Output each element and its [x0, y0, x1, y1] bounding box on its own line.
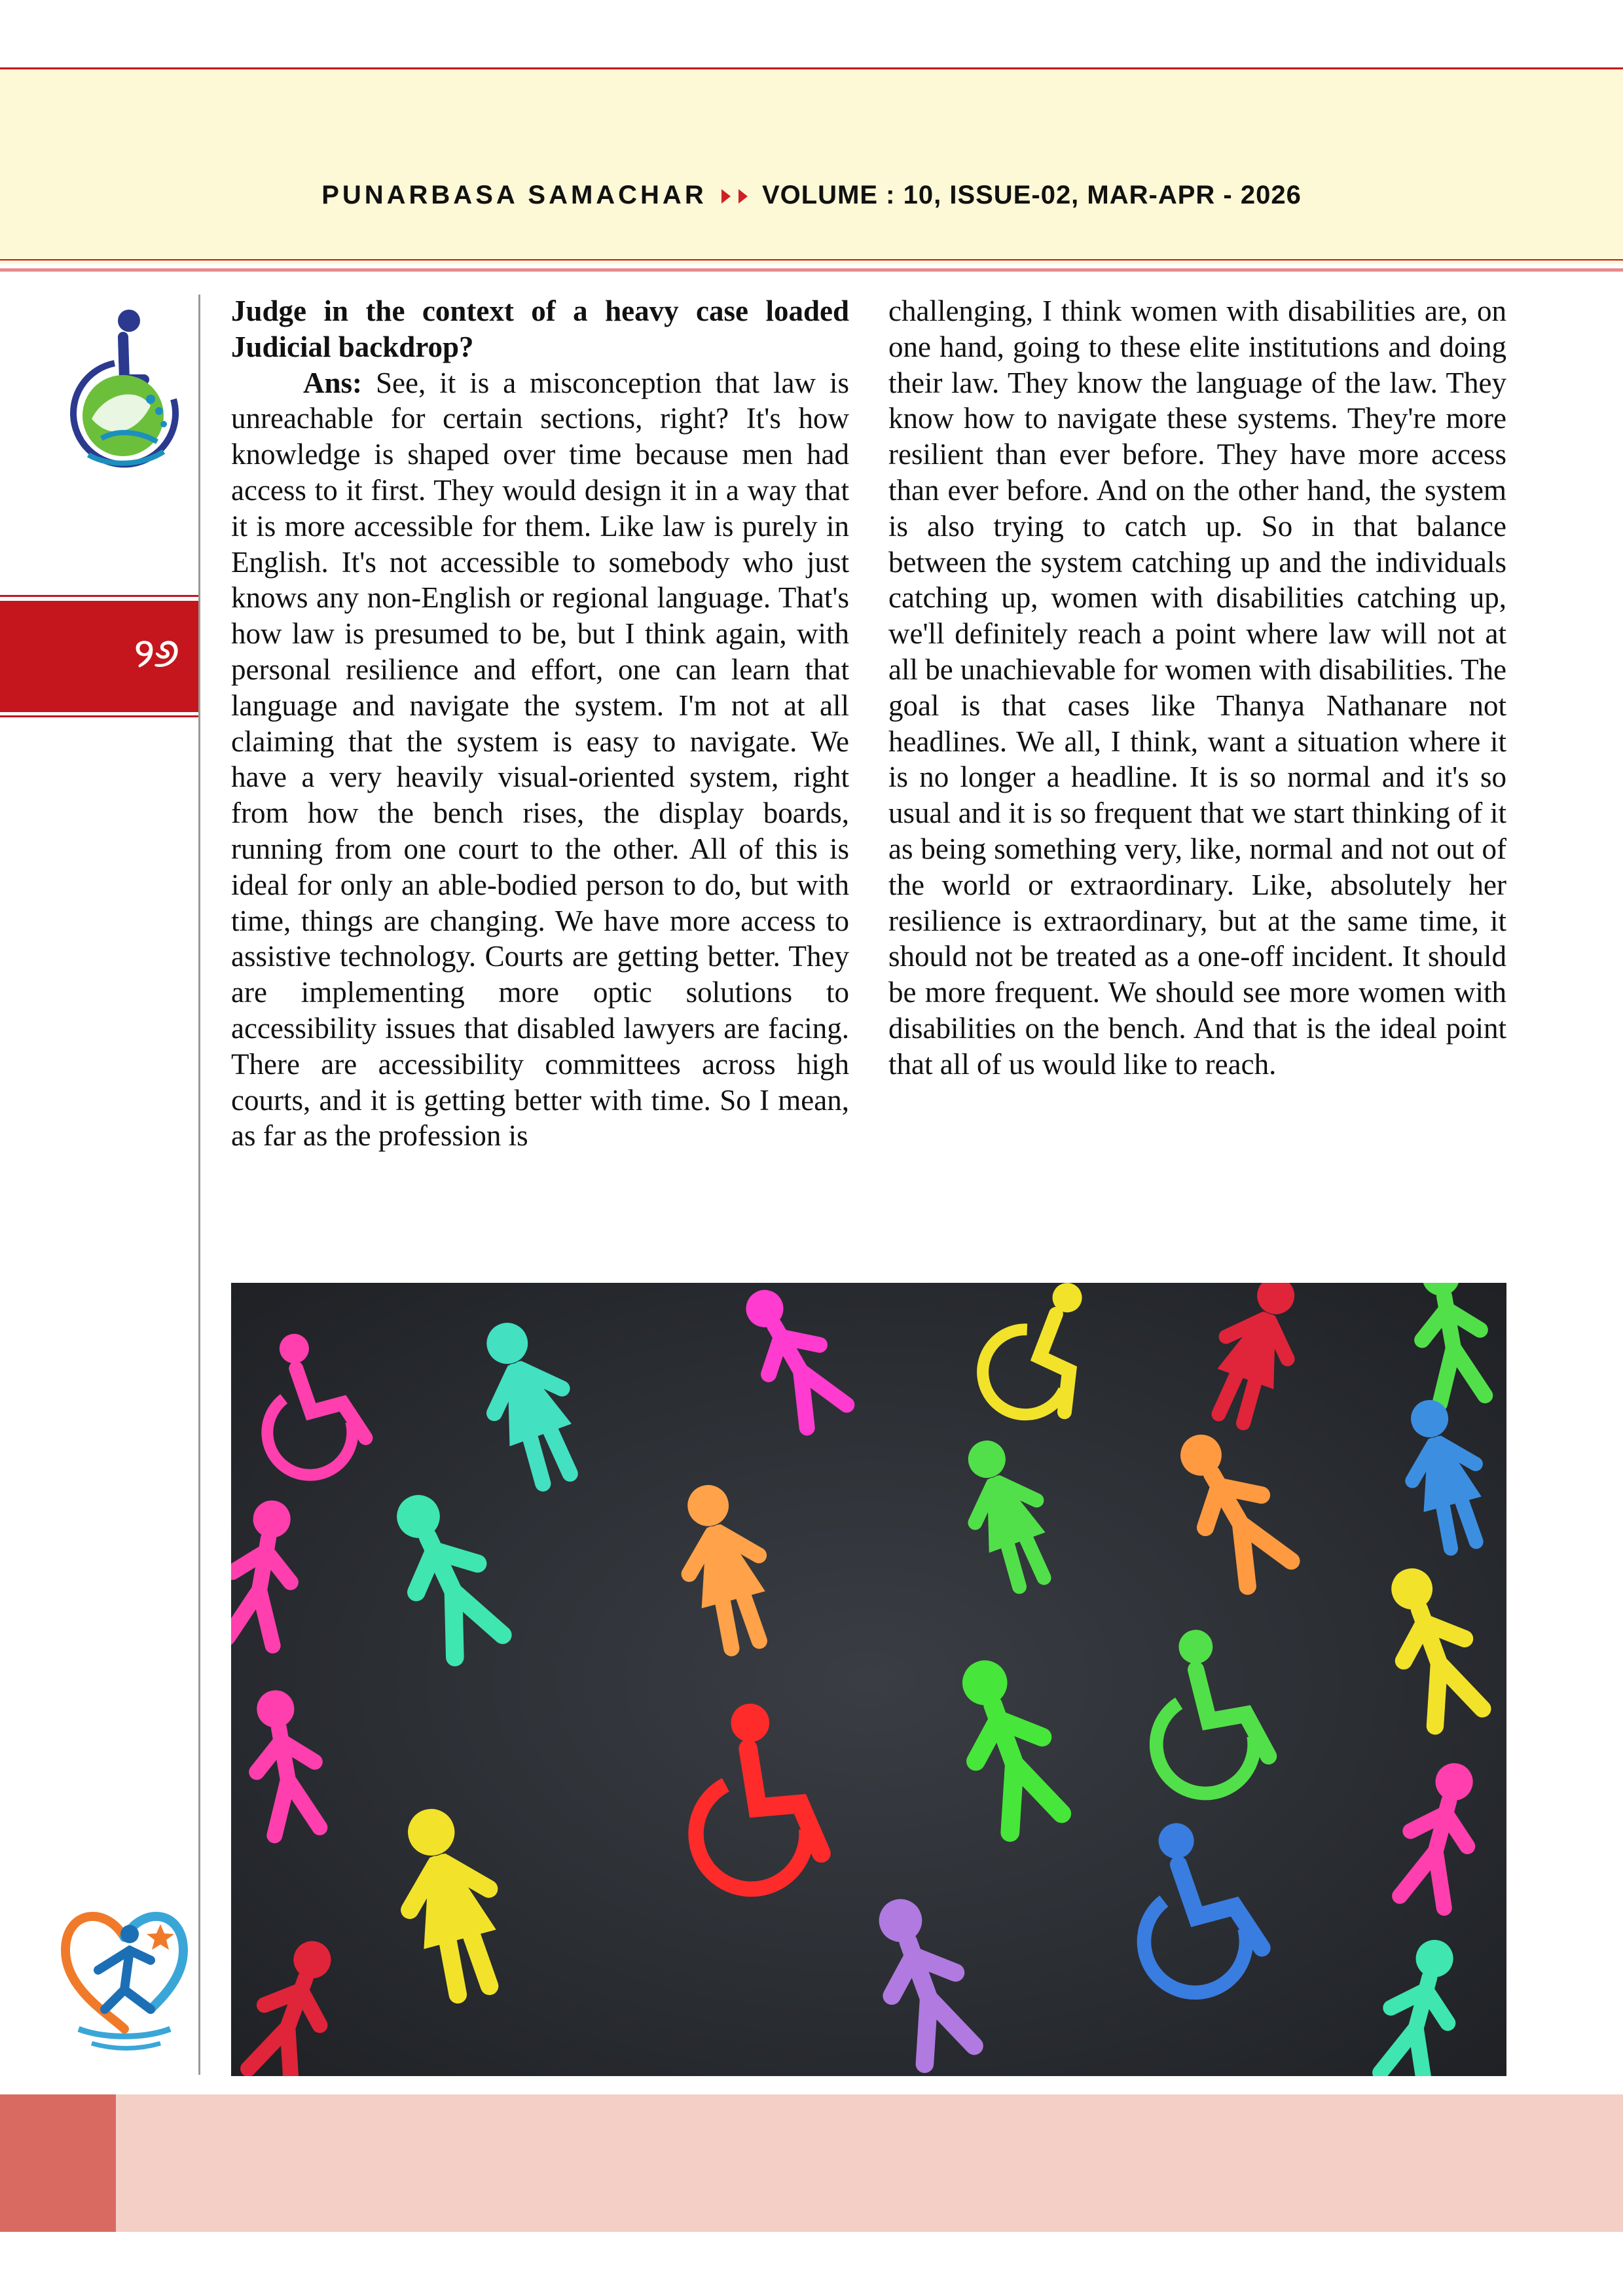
answer-text-left: See, it is a misconception that law is unreachable for certain sections, right? It's how knowledge is shaped over time because men had access to it first. They would design it in a way that it is more accessible for them. Like law is purely in English. It's not accessible to somebody who just knows any non-English or regional language. That's how law is presumed to be, but I think again, with personal resilience and effort, one can learn that language and navigate the system. I'm not at all claiming that the system is easy to navigate. We have a very heavily visual-oriented system, right from how the bench rises, the display boards, running from one court to the other. All of this is ideal for only an able-bodied person to do, but with time, things are changing. We have more access to assistive technology. Courts are getting better. They are implementing more optic solutions to accessibility issues that disabled lawyers are facing. There are accessibility committees across high courts, and it is getting better with time. So I mean, as far as the profession is [231, 366, 849, 1153]
inclusion-figures-photo [231, 1283, 1506, 2076]
volume-info: VOLUME : 10, ISSUE-02, MAR-APR - 2026 [761, 181, 1302, 209]
wheelchair-user-logo-icon [65, 301, 190, 497]
arrow-right-icon [739, 189, 748, 204]
interview-answer [231, 365, 849, 1155]
page-number-tab [0, 601, 198, 712]
page-number: ୨୬ [134, 630, 179, 676]
running-header [0, 181, 1623, 210]
arrow-right-icon [721, 189, 731, 204]
article-column-left [231, 293, 849, 1154]
footer-accent-block [0, 2094, 116, 2232]
answer-text-right: challenging, I think women with disabilities are, on one hand, going to these elite institutions and doing their law. They know the language of the law. They know how to navigate these systems. They're more resilient than ever before. They have more access than ever before. And on the other hand, the system is also trying to catch up. So in that balance between the system catching up and the individuals catching up, women with disabilities catching up, we'll definitely reach a point where law will not at all be unachievable for women with disabilities. The goal is that cases like Thanya Nathanare not headlines. We all, I think, want a situation where it is no longer a headline. It is so normal and it's so usual and it is so frequent that we start thinking of it as being something very, like, normal and not out of the world or extraordinary. Like, absolutely her resilience is extraordinary, but at the same time, it should not be treated as a one-off incident. It should be more frequent. We should see more women with disabilities on the bench. And that is the ideal point that all of us would like to reach. [888, 295, 1506, 1081]
header-rule [0, 259, 1623, 260]
interview-question: Judge in the context of a heavy case loaded Judicial backdrop? [231, 295, 849, 363]
margin-divider [198, 295, 200, 2075]
heart-person-logo-icon [52, 1898, 196, 2055]
answer-label: Ans: [303, 366, 363, 399]
publication-name: PUNARBASA SAMACHAR [321, 181, 707, 209]
header-band [0, 67, 1623, 264]
footer-band [0, 2094, 1623, 2232]
article-column-right [888, 293, 1506, 1083]
header-rule-pink [0, 268, 1623, 272]
